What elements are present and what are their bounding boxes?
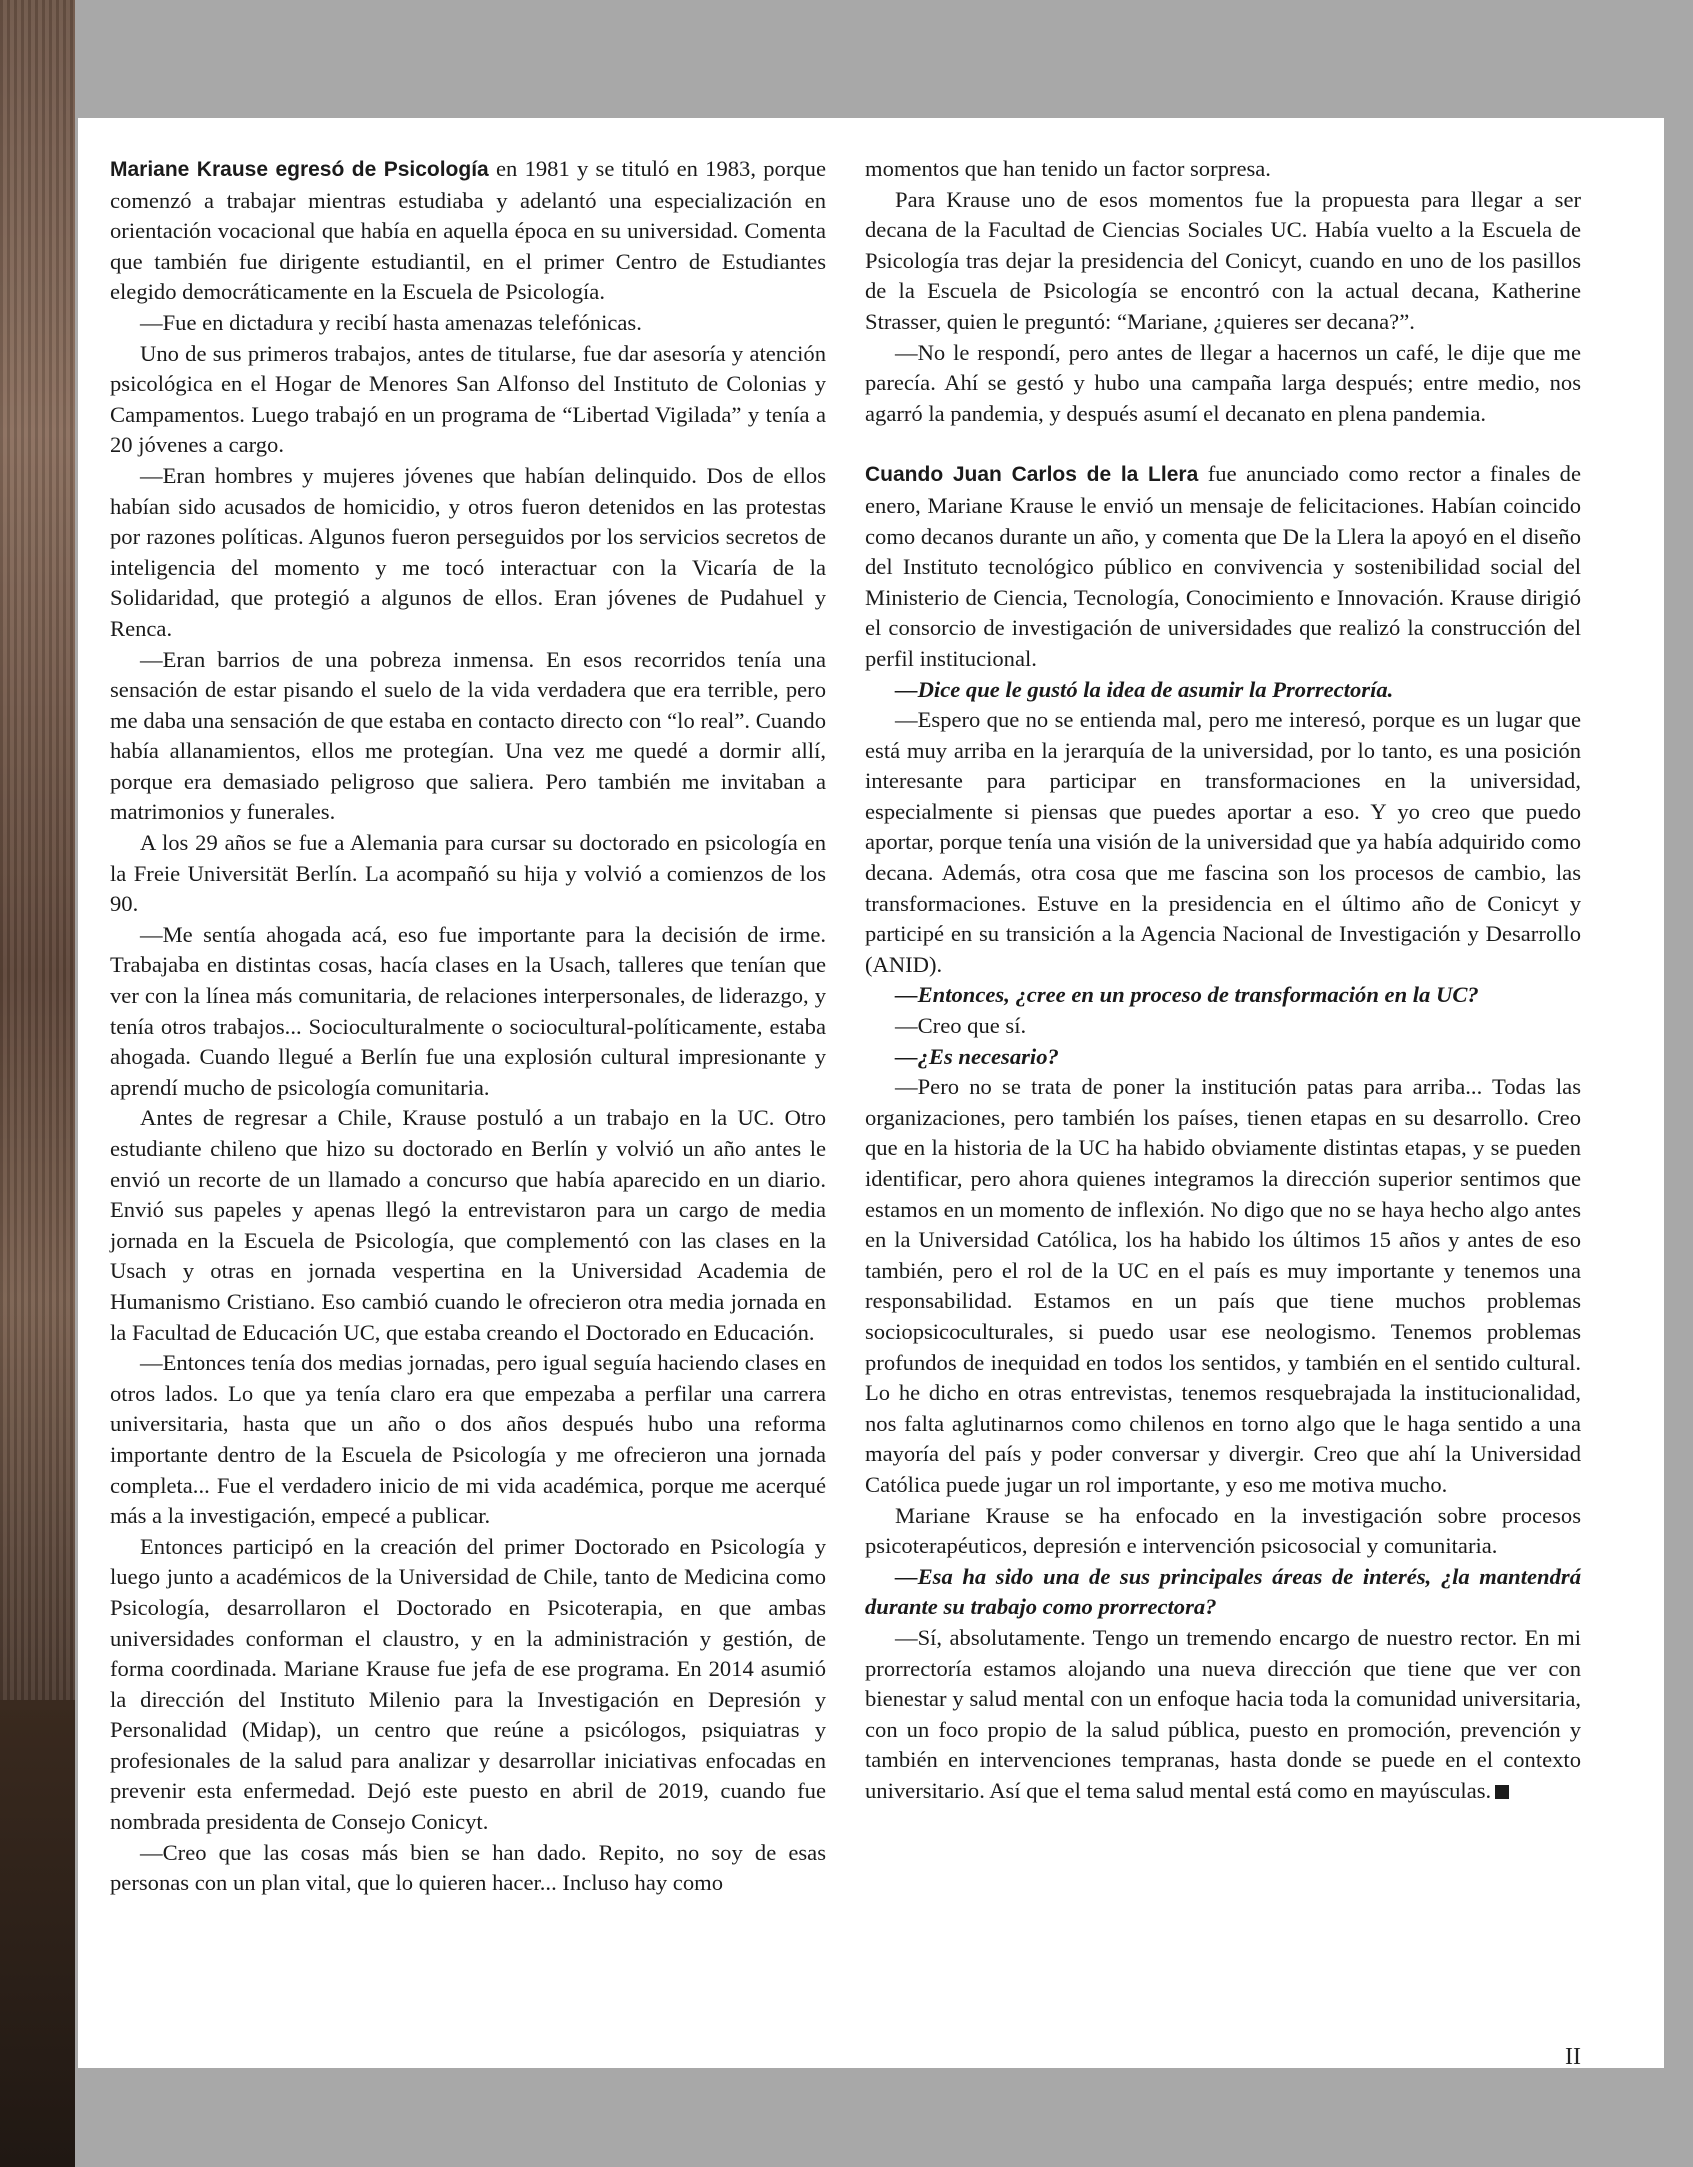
end-mark-icon — [1495, 1785, 1509, 1799]
paragraph — [865, 154, 1581, 185]
paragraph-text: Antes de regresar a Chile, Krause postuló a un trabajo en la UC. Otro estudiante chileno que hizo su doctorado en Berlín y volvió un año antes le envió un recorte de un llamado a concurso que había aparecido en un diario. Envió sus papeles y apenas llegó la entrevistaron para un cargo de media jornada en la Escuela de Psicología, que complementó con las clases en la Usach y otras en jornada vespertina en la Universidad Academia de Humanismo Cristiano. Eso cambió cuando le ofrecieron otra media jornada en la Facultad de Educación UC, que estaba creando el Doctorado en Educación. — [110, 1105, 826, 1345]
lead-in: Mariane Krause egresó de Psicología — [110, 158, 489, 181]
article-page — [78, 118, 1664, 2068]
paragraph-text: Para Krause uno de esos momentos fue la propuesta para llegar a ser decana de la Facultad de Ciencias Sociales UC. Había vuelto a la Escuela de Psicología tras dejar la presidencia del Conicyt, cuando en uno de los pasillos de la Escuela de Psicología se encontró con la actual decana, Katherine Strasser, quien le preguntó: “Mariane, ¿quieres ser decana?”. — [865, 186, 1581, 334]
paragraph — [865, 1623, 1581, 1807]
paragraph — [865, 1011, 1581, 1042]
paragraph — [110, 1103, 826, 1348]
paragraph — [865, 1501, 1581, 1562]
paragraph — [865, 1562, 1581, 1623]
paragraph-text: —Creo que las cosas más bien se han dado. Repito, no soy de esas personas con un plan vital, que lo quieren hacer... Incluso hay como — [110, 1839, 826, 1896]
paragraph-text: en 1981 y se tituló en 1983, porque comenzó a trabajar mientras estudiaba y adelantó una especialización en orientación vocacional que había en aquella época en su universidad. Comenta que también fue dirigente estudiantil, en el primer Centro de Estudiantes elegido democráticamente en la Escuela de Psicología. — [110, 156, 826, 305]
paragraph-text: —Creo que sí. — [895, 1013, 1027, 1039]
paragraph-text: Uno de sus primeros trabajos, antes de titularse, fue dar asesoría y atención psicológica en el Hogar de Menores San Alfonso del Instituto de Colonias y Campamentos. Luego trabajó en un programa de “Libertad Vigilada” y tenía a 20 jóvenes a cargo. — [110, 340, 826, 458]
paragraph-text: —Sí, absolutamente. Tengo un tremendo encargo de nuestro rector. En mi prorrectoría estamos alojando una nueva dirección que tiene que ver con bienestar y salud mental con un enfoque hacia toda la comunidad universitaria, con un foco propio de la salud pública, puesto en promoción, prevención y también en intervenciones tempranas, hasta donde se puede en el contexto universitario. Así que el tema salud mental está como en mayúsculas. — [865, 1624, 1581, 1803]
paragraph — [110, 645, 826, 829]
paragraph — [865, 675, 1581, 706]
paragraph — [110, 154, 826, 308]
left-column — [110, 154, 826, 1899]
background-photo-shadow — [0, 1700, 75, 2167]
interview-question: —¿Es necesario? — [895, 1043, 1059, 1069]
paragraph-text: —Pero no se trata de poner la institución patas para arriba... Todas las organizaciones, pero también los países, tienen etapas en su desarrollo. Creo que en la historia de la UC ha habido obviamente distintas etapas, y se pueden identificar, pero ahora quienes integramos la dirección superior sentimos que estamos en un momento de inflexión. No digo que no se haya hecho algo antes en la Universidad Católica, los ha habido los últimos 15 años y antes de eso también, pero el rol de la UC en el país es muy importante y tenemos una responsabilidad. Estamos en un país que tiene muchos problemas sociopsicoculturales, si puedo usar ese neologismo. Tenemos problemas profundos de inequidad en todos los sentidos, y también en el sentido cultural. Lo he dicho en otras entrevistas, tenemos resquebrajada la institucionalidad, nos falta aglutinarnos como chilenos en torno algo que le haga sentido a una mayoría del país y poder conversar y divergir. Creo que ahí la Universidad Católica puede jugar un rol importante, y eso me motiva mucho. — [865, 1074, 1581, 1497]
paragraph-text: —No le respondí, pero antes de llegar a hacernos un café, le dije que me parecía. Ahí se gestó y hubo una campaña larga después; entre medio, nos agarró la pandemia, y después asumí el decanato en plena pandemia. — [865, 339, 1581, 426]
right-column — [865, 154, 1581, 1806]
paragraph-text: —Me sentía ahogada acá, eso fue importante para la decisión de irme. Trabajaba en distintas cosas, hacía clases en la Usach, talleres que tenían que ver con la línea más comunitaria, de relaciones interpersonales, de liderazgo, y tenía otros trabajos... Socioculturalmente o sociocultural-políticamente, estaba ahogada. Cuando llegué a Berlín fue una explosión cultural impresionante y aprendí mucho de psicología comunitaria. — [110, 921, 826, 1100]
paragraph-text: —Entonces tenía dos medias jornadas, pero igual seguía haciendo clases en otros lados. Lo que ya tenía claro era que empezaba a perfilar una carrera universitaria, hasta que un año o dos años después hubo una reforma importante dentro de la Escuela de Psicología y me ofrecieron una jornada completa... Fue el verdadero inicio de mi vida académica, porque me acerqué más a la investigación, empecé a publicar. — [110, 1350, 826, 1529]
paragraph — [110, 1838, 826, 1899]
paragraph — [110, 1348, 826, 1532]
interview-question: —Entonces, ¿cree en un proceso de transformación en la UC? — [895, 982, 1479, 1008]
paragraph — [110, 828, 826, 920]
paragraph — [110, 339, 826, 461]
paragraph-text: —Eran barrios de una pobreza inmensa. En esos recorridos tenía una sensación de estar pisando el suelo de la vida verdadera que era terrible, pero me daba una sensación de que estaba en contacto directo con “lo real”. Cuando había allanamientos, ellos me protegían. Una vez me quedé a dormir allí, porque era demasiado peligroso que saliera. Pero también me invitaban a matrimonios y funerales. — [110, 646, 826, 825]
paragraph — [865, 338, 1581, 430]
interview-question: —Dice que le gustó la idea de asumir la Prorrectoría. — [895, 676, 1394, 702]
paragraph — [865, 185, 1581, 338]
paragraph-text: A los 29 años se fue a Alemania para cursar su doctorado en psicología en la Freie Universität Berlín. La acompañó su hija y volvió a comienzos de los 90. — [110, 830, 826, 917]
page-number: II — [1565, 2044, 1581, 2070]
paragraph — [865, 1072, 1581, 1500]
paragraph-text: momentos que han tenido un factor sorpresa. — [865, 156, 1271, 181]
paragraph-text: —Eran hombres y mujeres jóvenes que habían delinquido. Dos de ellos habían sido acusados de homicidio, y otros fueron detenidos en las protestas por razones políticas. Algunos fueron perseguidos por los servicios secretos de inteligencia del momento y me tocó interactuar con la Vicaría de la Solidaridad, que protegió a algunos de ellos. Eran jóvenes de Pudahuel y Renca. — [110, 462, 826, 641]
lead-in: Cuando Juan Carlos de la Llera — [865, 463, 1199, 487]
paragraph — [110, 461, 826, 645]
interview-question: —Esa ha sido una de sus principales áreas de interés, ¿la mantendrá durante su trabajo como prorrectora? — [865, 1563, 1581, 1620]
paragraph — [865, 459, 1581, 674]
paragraph-text: fue anunciado como rector a finales de enero, Mariane Krause le envió un mensaje de felicitaciones. Habían coincido como decanos durante un año, y comenta que De la Llera la apoyó en el diseño del Instituto tecnológico público en convivencia y sostenibilidad social del Ministerio de Ciencia, Tecnología, Conocimiento e Innovación. Krause dirigió el consorcio de investigación de universidades que realizó la construcción del perfil institucional. — [865, 461, 1581, 671]
paragraph-text: —Espero que no se entienda mal, pero me interesó, porque es un lugar que está muy arriba en la jerarquía de la universidad, por lo tanto, es una posición interesante para participar en transformaciones en la universidad, especialmente si piensas que puedes aportar a eso. Y yo creo que puedo aportar, porque tenía una visión de la universidad que ya había adquirido como decana. Además, otra cosa que me fascina son los procesos de cambio, las transformaciones. Estuve en la presidencia en el último año de Conicyt y participé en su transición a la Agencia Nacional de Investigación y Desarrollo (ANID). — [865, 707, 1581, 977]
paragraph-text: Mariane Krause se ha enfocado en la investigación sobre procesos psicoterapéuticos, depresión e intervención psicosocial y comunitaria. — [865, 1502, 1581, 1559]
paragraph — [865, 705, 1581, 980]
paragraph — [865, 980, 1581, 1011]
paragraph — [110, 920, 826, 1104]
paragraph — [110, 1532, 826, 1838]
paragraph — [110, 308, 826, 339]
paragraph-text: —Fue en dictadura y recibí hasta amenazas telefónicas. — [140, 309, 642, 335]
paragraph — [865, 1042, 1581, 1073]
paragraph-text: Entonces participó en la creación del primer Doctorado en Psicología y luego junto a académicos de la Universidad de Chile, tanto de Medicina como Psicología, desarrollaron el Doctorado en Psicoterapia, en que ambas universidades conforman el claustro, y en la administración y gestión, de forma coordinada. Mariane Krause fue jefa de ese programa. En 2014 asumió la dirección del Instituto Milenio para la Investigación en Depresión y Personalidad (Midap), un centro que reúne a psicólogos, psiquiatras y profesionales de la salud para analizar y desarrollar iniciativas enfocadas en prevenir esta enfermedad. Dejó este puesto en abril de 2019, cuando fue nombrada presidenta de Consejo Conicyt. — [110, 1533, 826, 1835]
